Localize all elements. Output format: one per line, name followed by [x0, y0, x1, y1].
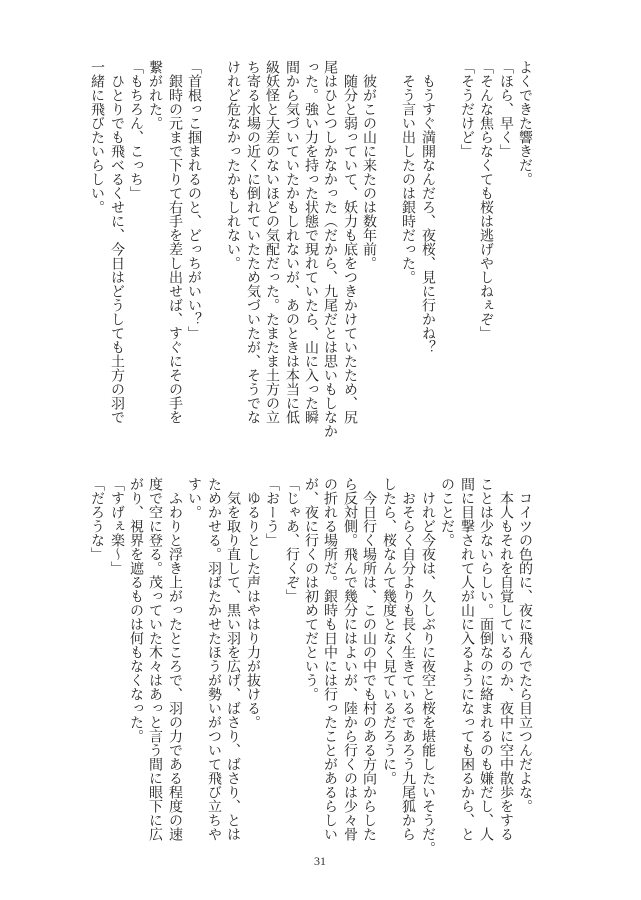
upper-text-column: 随分と弱っていて、妖力も底をつきかけていたため、尻	[342, 74, 358, 424]
lower-text-column: ことは少ないらしい。面倒なのに絡まれるのも嫌だし、人	[478, 477, 494, 841]
lower-text-column: 「だろうな」	[89, 477, 105, 561]
lower-text-column: コイツの色的に、夜に飛んでたら目立つんだよな。	[517, 491, 533, 813]
lower-text-column: けれど今夜は、久しぶりに夜空と桜を堪能したいそうだ。	[420, 491, 436, 855]
upper-text-column: 尾はひとつしかなかった（だから、九尾だとは思いもしなか	[322, 60, 338, 438]
upper-text-column: もうすぐ満開なんだろ、夜桜、見に行かね？	[420, 74, 436, 354]
lower-text-column: したら、桜なんて幾度となく見ているだろうに。	[381, 477, 397, 785]
lower-text-column: すい。	[186, 477, 202, 519]
upper-text-column: 級妖怪と大差のないほどの気配だった。たまたま土方の立	[264, 60, 280, 424]
upper-text-column: 間から気づいていたかもしれないが、あのときは本当に低	[284, 60, 300, 424]
lower-text-column: ら反対側。飛んで幾分にはよいが、陸から行くのは少々骨	[342, 477, 358, 841]
lower-text-column: 本人もそれを自覚しているのか、夜中に空中散歩をする	[498, 491, 514, 841]
upper-text-column: 一緒に飛びたいらしい。	[89, 60, 105, 214]
upper-text-column: った。強い力を持った状態で現れていたら、山に入った瞬	[303, 60, 319, 424]
upper-text-column: 「そうだけど」	[459, 60, 475, 158]
lower-text-column: が、夜に行くのは初めてだという。	[303, 477, 319, 701]
lower-text-column: おそらく自分よりも長く生きているであろう九尾狐から	[400, 491, 416, 841]
lower-text-column: 今日行く場所は、この山の中でも村のある方向からした	[361, 491, 377, 841]
lower-text-column: のことだ。	[439, 477, 455, 547]
lower-text-column: ゆるりとした声はやはり力が抜ける。	[245, 491, 261, 729]
upper-text-column: 銀時の元まで下りて右手を差し出せば、すぐにその手を	[167, 74, 183, 424]
lower-text-column: 「おーう」	[264, 477, 280, 547]
upper-text-column: ち寄る水場の近くに倒れていたため気づいたが、そうでな	[245, 60, 261, 424]
upper-text-column: よくできた響きだ。	[517, 60, 533, 186]
upper-tier	[0, 60, 641, 442]
upper-text-column: 彼がこの山に来たのは数年前。	[361, 74, 377, 270]
lower-tier	[0, 477, 641, 859]
lower-text-column: の折れる場所だ。銀時も日中には行ったことがあるらしい	[322, 477, 338, 841]
lower-text-column: 間に目撃されて人が山に入るようになっても困るから、と	[459, 477, 475, 841]
page-number: 31	[314, 854, 326, 868]
lower-text-column: がり、視界を遮るものは何もなくなった。	[128, 477, 144, 743]
lower-text-column: 「じゃあ、行くぞ」	[284, 477, 300, 603]
upper-text-column: 「もちろん、こっち」	[128, 60, 144, 200]
lower-text-column: 度で空に登る。茂っていた木々はあっと言う間に眼下に広	[147, 477, 163, 841]
upper-text-column: ひとりでも飛べるくせに、今日はどうしても土方の羽で	[109, 74, 125, 424]
lower-text-column: ふわりと浮き上がったところで、羽の力である程度の速	[167, 491, 183, 841]
upper-text-column: そう言い出したのは銀時だった。	[400, 74, 416, 284]
upper-text-column: けれど危なかったかもしれない。	[225, 60, 241, 270]
upper-text-column: 繋がれた。	[147, 60, 163, 130]
lower-text-column: ためかせる。羽ばたかせたほうが勢いがついて飛び立ちや	[206, 477, 222, 841]
upper-text-column: 「首根っこ掴まれるのと、どっちがいい？」	[186, 60, 202, 340]
lower-text-column: 気を取り直して、黒い羽を広げ、ばさり、ばさり、とは	[225, 491, 241, 841]
lower-text-column: 「すげぇ楽〜」	[109, 477, 125, 575]
upper-text-column: 「ほら、早く」	[498, 60, 514, 158]
upper-text-column: 「そんな焦らなくても桜は逃げやしねぇぞ」	[478, 60, 494, 340]
